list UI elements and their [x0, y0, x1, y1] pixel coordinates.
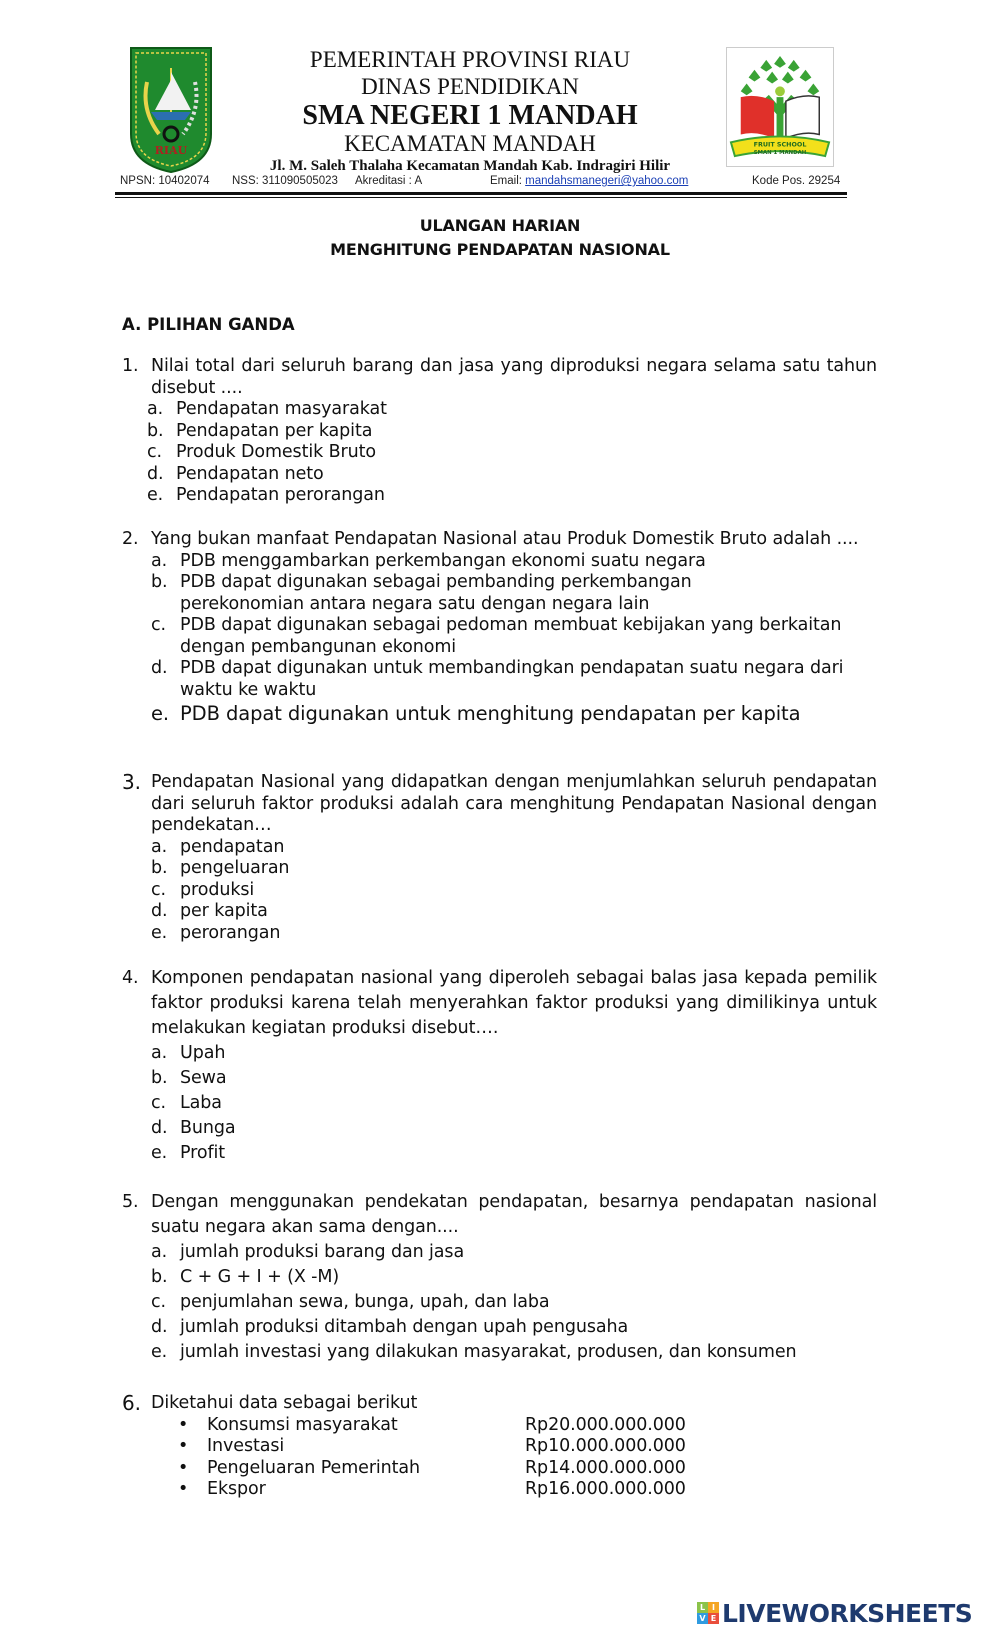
data-row: • Ekspor Rp16.000.000.000: [178, 1479, 686, 1499]
option-a[interactable]: a. PDB menggambarkan perkembangan ekonomi suatu negara: [151, 550, 706, 571]
option-b[interactable]: b. PDB dapat digunakan sebagai pembanding perkembangan perekonomian antara negara satu dengan negara lain: [151, 572, 692, 614]
answer-options: [151, 837, 877, 945]
question-stem: Yang bukan manfaat Pendapatan Nasional atau Produk Domestik Bruto adalah ....: [151, 529, 859, 549]
question-stem: Diketahui data sebagai berikut: [151, 1393, 418, 1413]
option-d[interactable]: d. Pendapatan neto: [147, 463, 324, 484]
option-c[interactable]: c. Produk Domestik Bruto: [147, 442, 376, 462]
option-c[interactable]: c. PDB dapat digunakan sebagai pedoman membuat kebijakan yang berkaitan dengan pembangunan ekonomi: [151, 615, 842, 657]
option-e[interactable]: e. PDB dapat digunakan untuk menghitung pendapatan per kapita: [151, 702, 801, 725]
answer-options: [151, 551, 877, 728]
question-number: 5.: [122, 1192, 139, 1212]
option-b[interactable]: b. Sewa: [151, 1068, 227, 1088]
option-d[interactable]: d. Bunga: [151, 1118, 236, 1138]
data-row: • Pengeluaran Pemerintah Rp14.000.000.000: [178, 1457, 686, 1478]
option-b[interactable]: b. Pendapatan per kapita: [147, 420, 373, 441]
option-a[interactable]: a. Upah: [151, 1043, 226, 1063]
question-5: [122, 1190, 877, 1365]
accreditation: Akreditasi : A: [355, 175, 423, 187]
letterhead-divider: [115, 192, 847, 195]
question-stem: Nilai total dari seluruh barang dan jasa yang diproduksi negara selama satu tahun disebut ....: [151, 356, 877, 398]
question-stem: Pendapatan Nasional yang didapatkan dengan menjumlahkan seluruh pendapatan dari seluruh faktor produksi adalah cara menghitung Pendapatan Nasional dengan pendekatan…: [151, 772, 877, 835]
live-badge-icon: L I V E: [697, 1602, 719, 1624]
question-3: [122, 772, 877, 944]
data-row: • Konsumsi masyarakat Rp20.000.000.000: [178, 1414, 686, 1435]
option-d[interactable]: d. per kapita: [151, 901, 268, 921]
option-c[interactable]: c. Laba: [151, 1093, 222, 1113]
option-e[interactable]: e. Pendapatan perorangan: [147, 485, 385, 505]
answer-options: [147, 399, 877, 507]
exam-title: ULANGAN HARIAN: [419, 216, 581, 235]
watermark-text: LIVEWORKSHEETS: [722, 1598, 973, 1628]
question-stem: Dengan menggunakan pendekatan pendapatan, besarnya pendapatan nasional suatu negara akan sama dengan....: [151, 1192, 877, 1237]
question-number: 1.: [122, 356, 139, 376]
question-stem: Komponen pendapatan nasional yang diperoleh sebagai balas jasa kepada pemilik faktor produksi karena telah menyerahkan faktor produksi yang dimilikinya untuk melakukan kegiatan produksi disebut….: [151, 968, 877, 1038]
letterhead-meta: [115, 175, 847, 191]
question-number: 3.: [122, 770, 141, 794]
option-e[interactable]: e. perorangan: [151, 922, 281, 943]
email-line: [490, 175, 688, 187]
question-6: [122, 1393, 877, 1501]
npsn: NPSN: 10402074: [120, 175, 210, 187]
government-name: PEMERINTAH PROVINSI RIAU: [309, 47, 631, 72]
fruit-school-logo-icon: [726, 47, 834, 167]
question-number: 2.: [122, 529, 139, 549]
option-d[interactable]: d. jumlah produksi ditambah dengan upah pengusaha: [151, 1317, 629, 1337]
district-name: KECAMATAN MANDAH: [344, 131, 596, 156]
email-label: Email:: [490, 175, 526, 187]
question-2: [122, 529, 877, 727]
svg-text:RIAU: RIAU: [154, 144, 188, 157]
option-a[interactable]: a. jumlah produksi barang dan jasa: [151, 1242, 465, 1262]
letterhead-divider-thin: [115, 197, 847, 198]
option-a[interactable]: a. pendapatan: [151, 836, 285, 857]
email-link[interactable]: mandahsmanegeri@yahoo.com: [525, 175, 689, 187]
question-number: 6.: [122, 1391, 141, 1415]
question-1: [122, 356, 877, 507]
exam-subtitle: MENGHITUNG PENDAPATAN NASIONAL: [330, 240, 670, 259]
option-b[interactable]: b. C + G + I + (X -M): [151, 1267, 340, 1287]
answer-options: [151, 1041, 877, 1166]
data-row: • Investasi Rp10.000.000.000: [178, 1436, 686, 1456]
option-c[interactable]: c. produksi: [151, 879, 255, 900]
given-data-list: [178, 1415, 877, 1501]
letterhead: [115, 40, 847, 195]
question-4: [122, 966, 877, 1166]
option-a[interactable]: a. Pendapatan masyarakat: [147, 399, 387, 419]
option-c[interactable]: c. penjumlahan sewa, bunga, upah, dan laba: [151, 1292, 550, 1312]
answer-options: [151, 1240, 877, 1365]
riau-province-emblem-icon: [129, 46, 213, 174]
svg-text:FRUIT SCHOOL: FRUIT SCHOOL: [753, 140, 807, 149]
option-e[interactable]: e. jumlah investasi yang dilakukan masyarakat, produsen, dan konsumen: [151, 1342, 797, 1362]
option-b[interactable]: b. pengeluaran: [151, 858, 290, 878]
nss: NSS: 311090505023: [232, 175, 338, 187]
option-e[interactable]: e. Profit: [151, 1143, 226, 1163]
school-name: SMA NEGERI 1 MANDAH: [302, 100, 638, 131]
option-d[interactable]: d. PDB dapat digunakan untuk membandingkan pendapatan suatu negara dari waktu ke waktu: [151, 658, 844, 700]
postal-code: Kode Pos. 29254: [752, 175, 841, 187]
school-address: Jl. M. Saleh Thalaha Kecamatan Mandah Kab. Indragiri Hilir: [269, 158, 671, 174]
question-number: 4.: [122, 968, 139, 988]
liveworksheets-watermark: [697, 1599, 972, 1627]
department-name: DINAS PENDIDIKAN: [361, 74, 579, 99]
svg-text:SMAN 1 MANDAH: SMAN 1 MANDAH: [753, 150, 807, 157]
letterhead-text: [235, 46, 705, 175]
section-heading: A. PILIHAN GANDA: [122, 315, 295, 334]
